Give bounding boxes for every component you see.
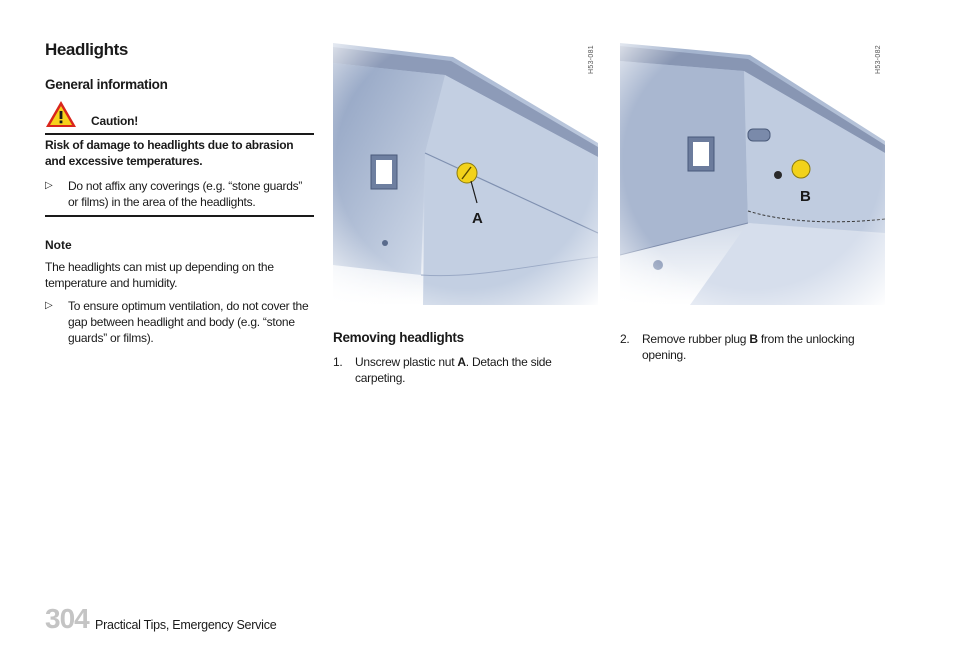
warning-triangle-icon <box>45 100 77 133</box>
caution-top-rule <box>45 133 314 135</box>
footer-section: Practical Tips, Emergency Service <box>95 618 277 632</box>
bullet-triangle-icon: ▷ <box>45 180 53 191</box>
step-1-text: Unscrew plastic nut A. Detach the side carpeting. <box>355 355 552 385</box>
step-2-number: 2. <box>620 332 630 346</box>
caution-text: Risk of damage to headlights due to abrasion and excessive temperatures. <box>45 138 294 168</box>
step-1 <box>333 354 583 386</box>
general-information-heading: General information <box>45 77 168 92</box>
caution-bullet-text: Do not affix any coverings (e.g. “stone guards” or films) in the area of the headlights. <box>68 179 303 209</box>
figure-rubber-plug <box>620 43 885 305</box>
note-bullet <box>45 298 310 346</box>
caution-bullet <box>45 178 315 210</box>
figure-code: H53-081 <box>588 45 595 74</box>
note-bullet-text: To ensure optimum ventilation, do not cover the gap between headlight and body (e.g. “stone guards” or films). <box>68 299 309 345</box>
note-text: The headlights can mist up depending on the temperature and humidity. <box>45 260 274 290</box>
caution-label: Caution! <box>91 114 139 128</box>
caution-bottom-rule <box>45 215 314 217</box>
page-title: Headlights <box>45 40 128 59</box>
figure-code: H53-082 <box>875 45 882 74</box>
step-2-text: Remove rubber plug B from the unlocking opening. <box>642 332 855 362</box>
figure-plastic-nut <box>333 43 598 305</box>
note-heading: Note <box>45 238 72 252</box>
step-1-number: 1. <box>333 355 343 369</box>
step-2 <box>620 331 875 363</box>
bullet-triangle-icon: ▷ <box>45 300 53 311</box>
removing-headlights-heading: Removing headlights <box>333 330 464 345</box>
page-number: 304 <box>45 603 89 634</box>
